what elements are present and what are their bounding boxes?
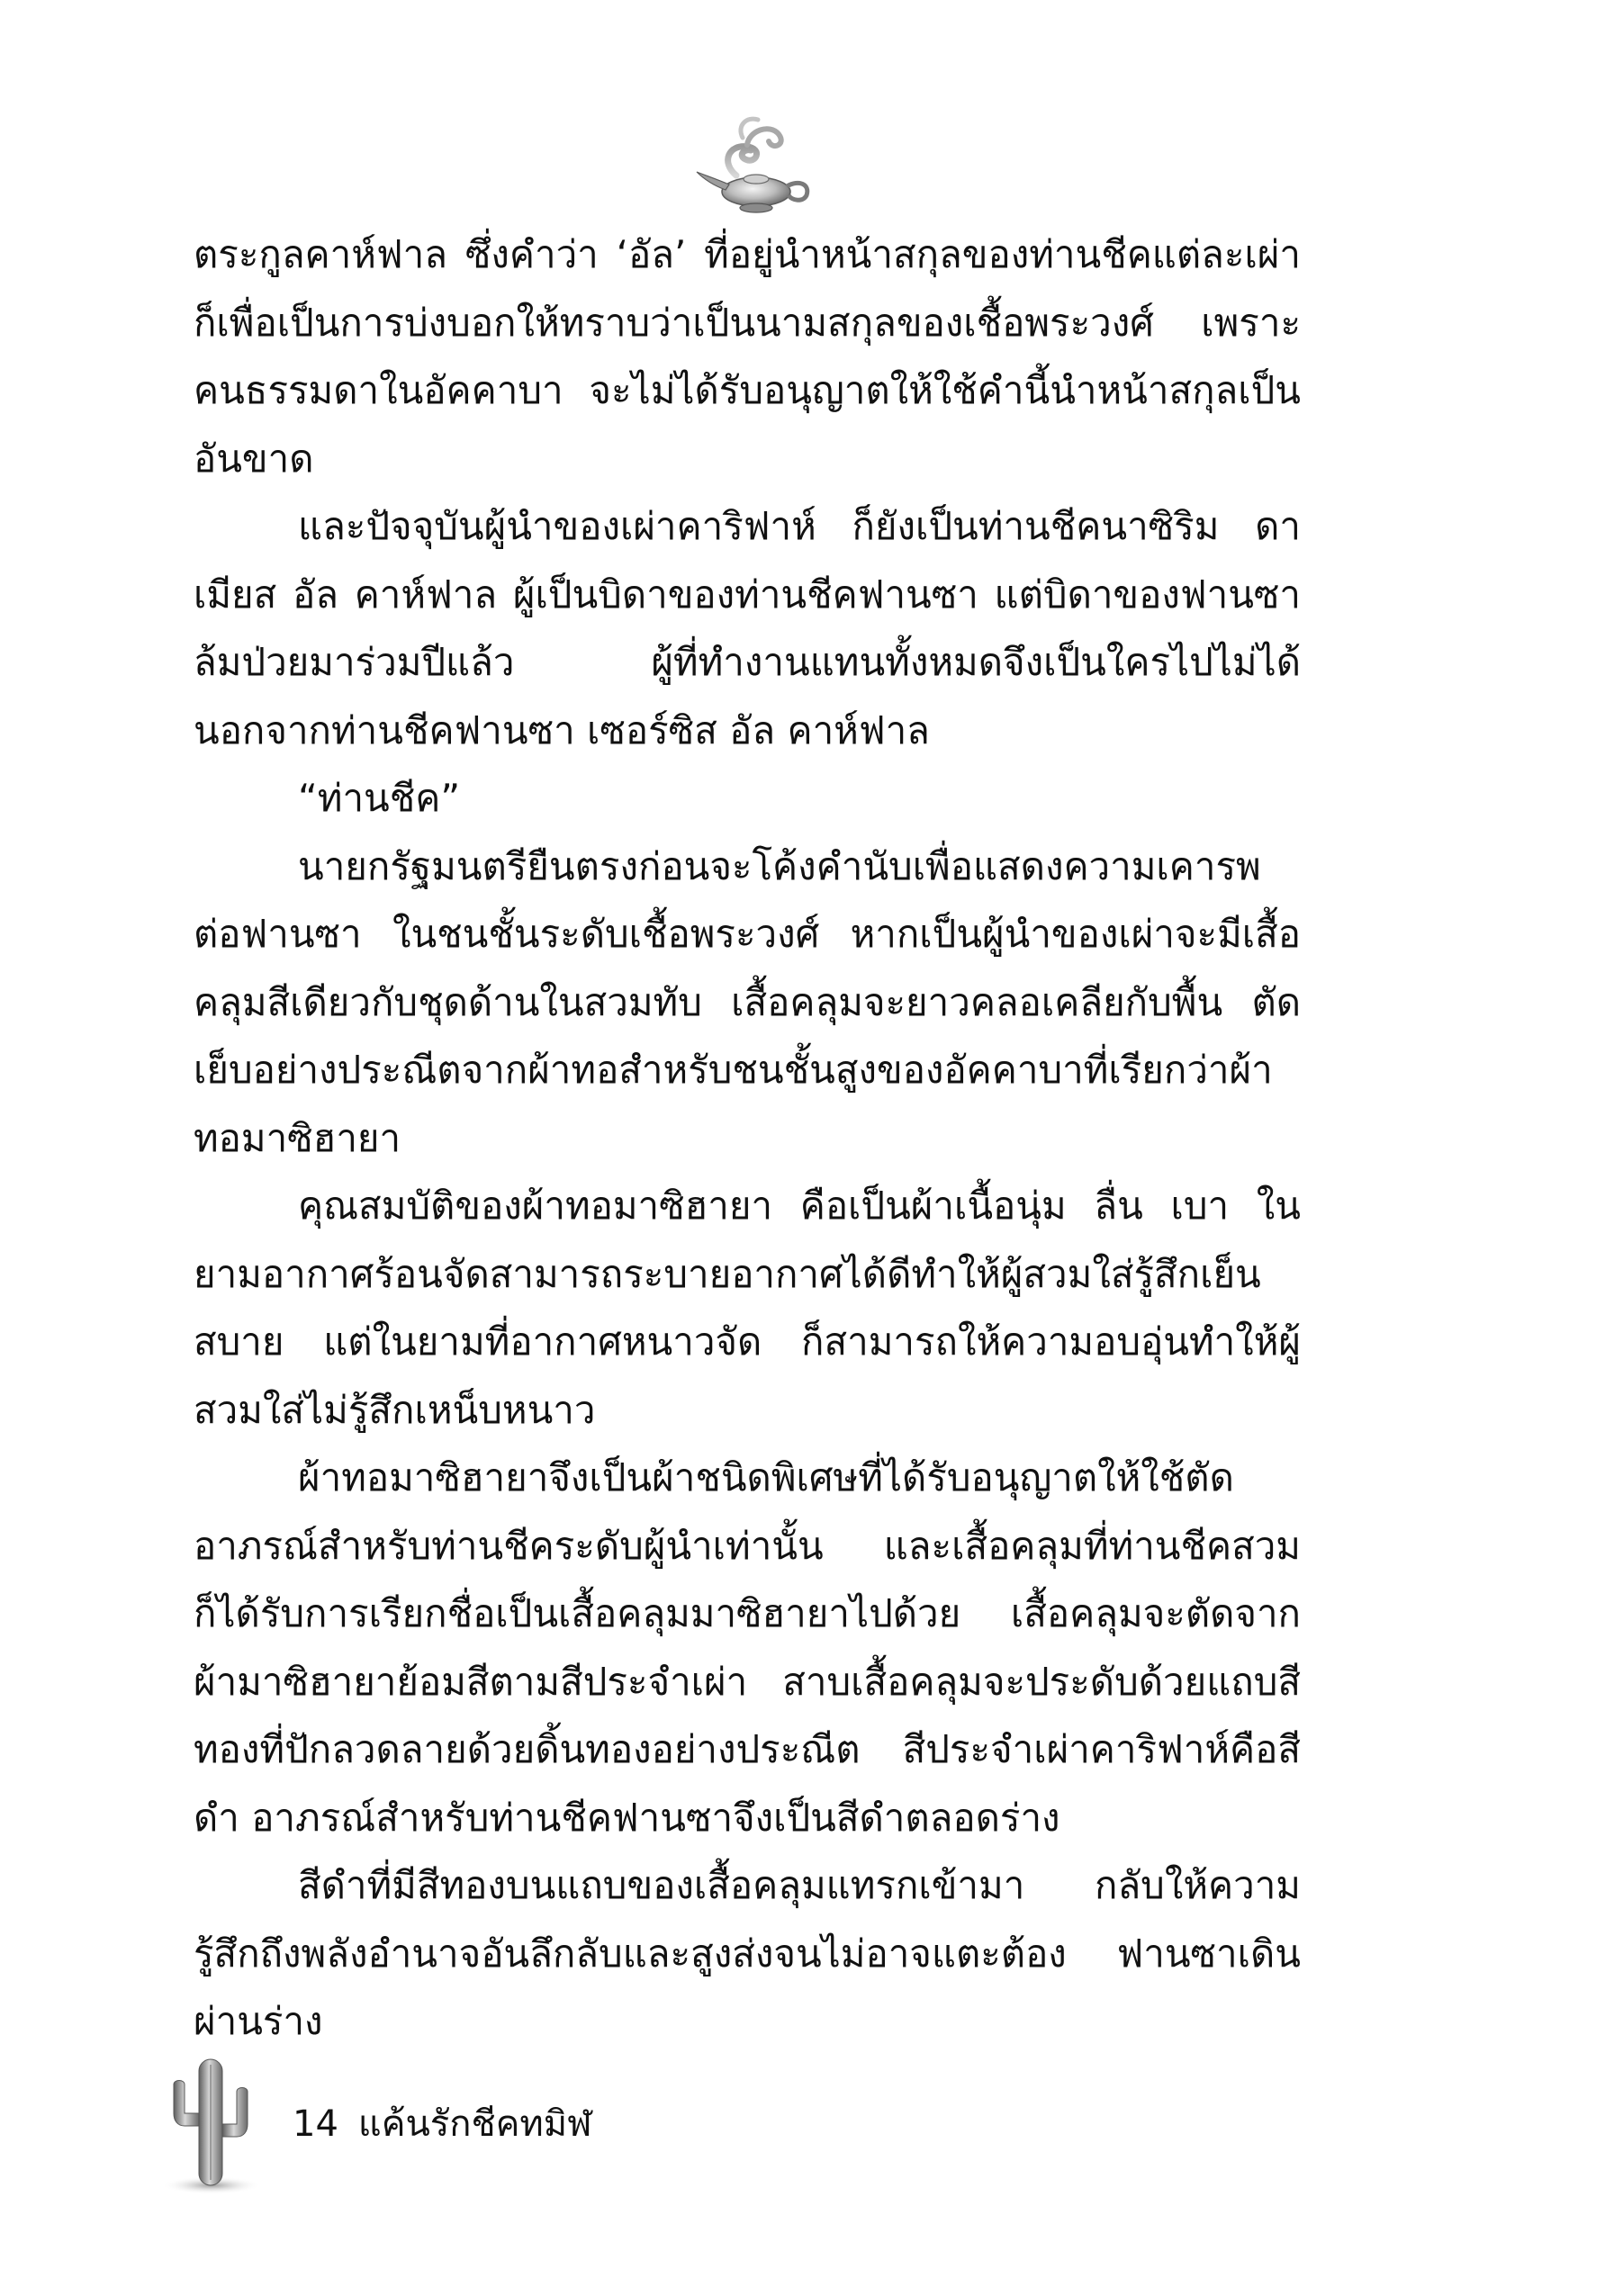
- body-text: [194, 221, 1301, 2056]
- paragraph-7: สีดำที่มีสีทองบนแถบของเสื้อคลุมแทรกเข้ามา กลับให้ความรู้สึกถึงพลังอำนาจอันลึกลับและสูงส่งจนไม่อาจแตะต้อง ฟานซาเดินผ่านร่าง: [194, 1863, 1301, 2043]
- paragraph-4: นายกรัฐมนตรียืนตรงก่อนจะโค้งคำนับเพื่อแสดงความเคารพต่อฟานซา ในชนชั้นระดับเชื้อพระวงศ์ หากเป็นผู้นำของเผ่าจะมีเสื้อคลุมสีเดียวกับชุดด้านในสวมทับ เสื้อคลุมจะยาวคลอเคลียกับพื้น ตัดเย็บอย่างประณีตจากผ้าทอสำหรับชนชั้นสูงของอัคคาบาที่เรียกว่าผ้าทอมาซิฮายา: [194, 843, 1301, 1160]
- paragraph-1: ตระกูลคาห์ฟาล ซึ่งคำว่า ‘อัล’ ที่อยู่นำหน้าสกุลของท่านชีคแต่ละเผ่าก็เพื่อเป็นการบ่งบอกให้ทราบว่าเป็นนามสกุลของเชื้อพระวงศ์ เพราะคนธรรมดาในอัคคาบา จะไม่ได้รับอนุญาตให้ใช้คำนี้นำหน้าสกุลเป็นอันขาด: [194, 232, 1301, 481]
- paragraph-2: และปัจจุบันผู้นำของเผ่าคาริฟาห์ ก็ยังเป็นท่านชีคนาซิริม ดาเมียส อัล คาห์ฟาล ผู้เป็นบิดาของท่านชีคฟานซา แต่บิดาของฟานซาล้มป่วยมาร่วมปีแล้ว ผู้ที่ทำงานแทนทั้งหมดจึงเป็นใครไปไม่ได้ นอกจากท่านชีคฟานซา เซอร์ซิส อัล คาห์ฟาล: [194, 504, 1301, 752]
- paragraph-5: คุณสมบัติของผ้าทอมาซิฮายา คือเป็นผ้าเนื้อนุ่ม ลื่น เบา ในยามอากาศร้อนจัดสามารถระบายอากาศได้ดีทำให้ผู้สวมใส่รู้สึกเย็นสบาย แต่ในยามที่อากาศหนาวจัด ก็สามารถให้ความอบอุ่นทำให้ผู้สวมใส่ไม่รู้สึกเหน็บหนาว: [194, 1184, 1301, 1432]
- paragraph-6: ผ้าทอมาซิฮายาจึงเป็นผ้าชนิดพิเศษที่ได้รับอนุญาตให้ใช้ตัดอาภรณ์สำหรับท่านชีคระดับผู้นำเท่านั้น และเสื้อคลุมที่ท่านชีคสวมก็ได้รับการเรียกชื่อเป็นเสื้อคลุมมาซิฮายาไปด้วย เสื้อคลุมจะตัดจากผ้ามาซิฮายาย้อมสีตามสีประจำเผ่า สาบเสื้อคลุมจะประดับด้วยแถบสีทองที่ปักลวดลายด้วยดิ้นทองอย่างประณีต สีประจำเผ่าคาริฟาห์คือสีดำ อาภรณ์สำหรับท่านชีคฟานซาจึงเป็นสีดำตลอดร่าง: [194, 1455, 1301, 1840]
- book-title: แค้นรักชีคทมิฬ: [357, 2103, 592, 2145]
- magic-lamp-icon: [693, 113, 815, 221]
- paragraph-3: “ท่านชีค”: [298, 776, 461, 820]
- page-number: 14: [293, 2103, 338, 2145]
- cactus-icon: [158, 2043, 261, 2196]
- page-footer: [293, 2097, 591, 2151]
